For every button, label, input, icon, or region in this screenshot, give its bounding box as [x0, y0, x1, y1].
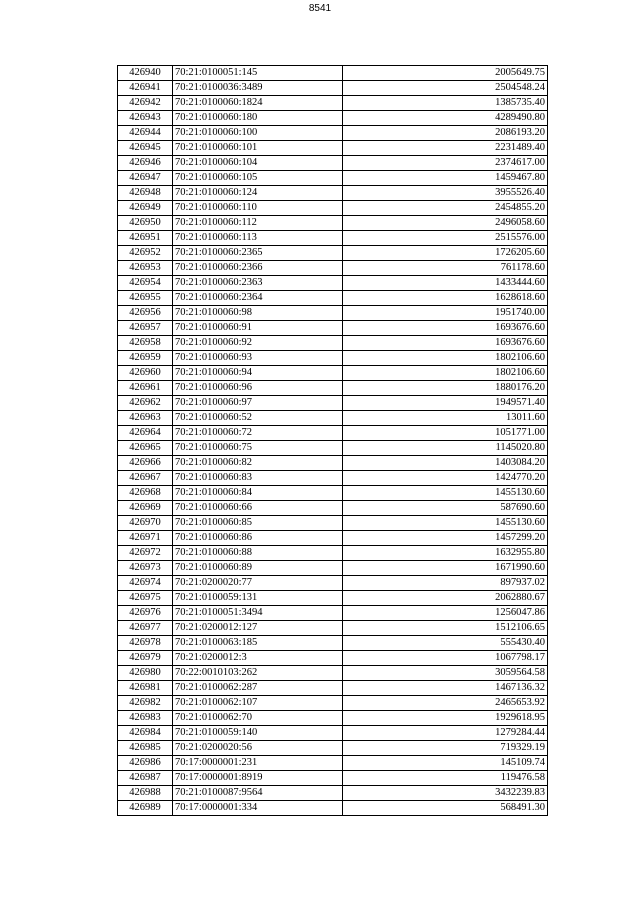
cadastral-value-cell: 3432239.83 — [343, 786, 548, 801]
cadastral-number-cell: 70:21:0100051:3494 — [173, 606, 343, 621]
cadastral-value-cell: 2465653.92 — [343, 696, 548, 711]
cadastral-value-cell: 1929618.95 — [343, 711, 548, 726]
cadastral-value-cell: 1457299.20 — [343, 531, 548, 546]
table-row — [118, 126, 548, 141]
cadastral-number-cell: 70:21:0100060:105 — [173, 171, 343, 186]
row-number-cell: 426965 — [118, 441, 173, 456]
cadastral-number-cell: 70:17:0000001:231 — [173, 756, 343, 771]
row-number-cell: 426941 — [118, 81, 173, 96]
cadastral-value-cell: 13011.60 — [343, 411, 548, 426]
cadastral-value-cell: 1949571.40 — [343, 396, 548, 411]
cadastral-value-cell: 587690.60 — [343, 501, 548, 516]
row-number-cell: 426952 — [118, 246, 173, 261]
table-row — [118, 771, 548, 786]
cadastral-number-cell: 70:21:0100060:104 — [173, 156, 343, 171]
table-row — [118, 621, 548, 636]
row-number-cell: 426954 — [118, 276, 173, 291]
cadastral-number-cell: 70:21:0100060:2366 — [173, 261, 343, 276]
row-number-cell: 426972 — [118, 546, 173, 561]
cadastral-value-cell: 1385735.40 — [343, 96, 548, 111]
cadastral-number-cell: 70:21:0100060:91 — [173, 321, 343, 336]
cadastral-number-cell: 70:21:0200020:56 — [173, 741, 343, 756]
cadastral-value-cell: 2005649.75 — [343, 66, 548, 81]
cadastral-value-cell: 719329.19 — [343, 741, 548, 756]
cadastral-value-cell: 1726205.60 — [343, 246, 548, 261]
table-row — [118, 216, 548, 231]
row-number-cell: 426950 — [118, 216, 173, 231]
table-row — [118, 741, 548, 756]
table-row — [118, 396, 548, 411]
row-number-cell: 426967 — [118, 471, 173, 486]
cadastral-value-cell: 3955526.40 — [343, 186, 548, 201]
row-number-cell: 426988 — [118, 786, 173, 801]
cadastral-number-cell: 70:21:0100060:93 — [173, 351, 343, 366]
cadastral-number-cell: 70:21:0100062:287 — [173, 681, 343, 696]
row-number-cell: 426944 — [118, 126, 173, 141]
cadastral-number-cell: 70:22:0010103:262 — [173, 666, 343, 681]
cadastral-number-cell: 70:21:0100060:97 — [173, 396, 343, 411]
table-row — [118, 366, 548, 381]
table-row — [118, 381, 548, 396]
table-row — [118, 666, 548, 681]
cadastral-value-cell: 1145020.80 — [343, 441, 548, 456]
cadastral-number-cell: 70:21:0100060:98 — [173, 306, 343, 321]
table-row — [118, 336, 548, 351]
cadastral-value-cell: 1632955.80 — [343, 546, 548, 561]
table-row — [118, 156, 548, 171]
row-number-cell: 426970 — [118, 516, 173, 531]
table-row — [118, 576, 548, 591]
cadastral-value-cell: 119476.58 — [343, 771, 548, 786]
cadastral-number-cell: 70:21:0100060:88 — [173, 546, 343, 561]
table-row — [118, 171, 548, 186]
cadastral-number-cell: 70:21:0100059:131 — [173, 591, 343, 606]
table-row — [118, 606, 548, 621]
row-number-cell: 426955 — [118, 291, 173, 306]
table-row — [118, 546, 548, 561]
table-row — [118, 711, 548, 726]
row-number-cell: 426968 — [118, 486, 173, 501]
row-number-cell: 426979 — [118, 651, 173, 666]
cadastral-value-cell: 2062880.67 — [343, 591, 548, 606]
table-row — [118, 681, 548, 696]
row-number-cell: 426986 — [118, 756, 173, 771]
cadastral-value-cell: 1403084.20 — [343, 456, 548, 471]
cadastral-value-cell: 1951740.00 — [343, 306, 548, 321]
table-row — [118, 726, 548, 741]
table-row — [118, 561, 548, 576]
cadastral-number-cell: 70:21:0100060:92 — [173, 336, 343, 351]
row-number-cell: 426975 — [118, 591, 173, 606]
cadastral-value-cell: 2086193.20 — [343, 126, 548, 141]
cadastral-number-cell: 70:21:0100060:124 — [173, 186, 343, 201]
row-number-cell: 426951 — [118, 231, 173, 246]
cadastral-value-cell: 1256047.86 — [343, 606, 548, 621]
cadastral-value-cell: 1455130.60 — [343, 486, 548, 501]
cadastral-number-cell: 70:21:0100060:2364 — [173, 291, 343, 306]
table-row — [118, 261, 548, 276]
row-number-cell: 426969 — [118, 501, 173, 516]
cadastral-number-cell: 70:17:0000001:8919 — [173, 771, 343, 786]
table-row — [118, 531, 548, 546]
table-row — [118, 486, 548, 501]
cadastral-value-cell: 2231489.40 — [343, 141, 548, 156]
cadastral-value-cell: 3059564.58 — [343, 666, 548, 681]
table-row — [118, 291, 548, 306]
row-number-cell: 426962 — [118, 396, 173, 411]
cadastral-number-cell: 70:21:0100060:84 — [173, 486, 343, 501]
cadastral-value-cell: 568491.30 — [343, 801, 548, 816]
table-row — [118, 786, 548, 801]
cadastral-value-cell: 1067798.17 — [343, 651, 548, 666]
row-number-cell: 426963 — [118, 411, 173, 426]
row-number-cell: 426971 — [118, 531, 173, 546]
cadastral-number-cell: 70:21:0100060:83 — [173, 471, 343, 486]
row-number-cell: 426966 — [118, 456, 173, 471]
table-row — [118, 201, 548, 216]
cadastral-number-cell: 70:21:0100060:75 — [173, 441, 343, 456]
cadastral-number-cell: 70:21:0100060:94 — [173, 366, 343, 381]
cadastral-value-cell: 145109.74 — [343, 756, 548, 771]
cadastral-number-cell: 70:21:0100087:9564 — [173, 786, 343, 801]
cadastral-number-cell: 70:21:0100060:101 — [173, 141, 343, 156]
cadastral-number-cell: 70:21:0100060:110 — [173, 201, 343, 216]
cadastral-value-cell: 1467136.32 — [343, 681, 548, 696]
cadastral-number-cell: 70:21:0100060:52 — [173, 411, 343, 426]
row-number-cell: 426953 — [118, 261, 173, 276]
cadastral-number-cell: 70:21:0100036:3489 — [173, 81, 343, 96]
row-number-cell: 426984 — [118, 726, 173, 741]
cadastral-number-cell: 70:21:0100060:180 — [173, 111, 343, 126]
cadastral-value-cell: 1455130.60 — [343, 516, 548, 531]
cadastral-value-cell: 2454855.20 — [343, 201, 548, 216]
table-row — [118, 426, 548, 441]
table-row — [118, 306, 548, 321]
row-number-cell: 426956 — [118, 306, 173, 321]
table-row — [118, 141, 548, 156]
row-number-cell: 426949 — [118, 201, 173, 216]
table-row — [118, 756, 548, 771]
table-row — [118, 96, 548, 111]
cadastral-value-cell: 1802106.60 — [343, 366, 548, 381]
row-number-cell: 426964 — [118, 426, 173, 441]
cadastral-number-cell: 70:21:0100060:82 — [173, 456, 343, 471]
cadastral-number-cell: 70:21:0100060:100 — [173, 126, 343, 141]
cadastral-number-cell: 70:21:0100051:145 — [173, 66, 343, 81]
cadastral-value-cell: 1424770.20 — [343, 471, 548, 486]
row-number-cell: 426940 — [118, 66, 173, 81]
row-number-cell: 426959 — [118, 351, 173, 366]
row-number-cell: 426957 — [118, 321, 173, 336]
row-number-cell: 426982 — [118, 696, 173, 711]
table-row — [118, 321, 548, 336]
row-number-cell: 426987 — [118, 771, 173, 786]
cadastral-value-cell: 2504548.24 — [343, 81, 548, 96]
table-row — [118, 651, 548, 666]
cadastral-value-cell: 1512106.65 — [343, 621, 548, 636]
cadastral-number-cell: 70:21:0200020:77 — [173, 576, 343, 591]
table-row — [118, 801, 548, 816]
cadastral-number-cell: 70:21:0100060:96 — [173, 381, 343, 396]
table-row — [118, 516, 548, 531]
cadastral-value-cell: 1880176.20 — [343, 381, 548, 396]
row-number-cell: 426948 — [118, 186, 173, 201]
row-number-cell: 426946 — [118, 156, 173, 171]
row-number-cell: 426942 — [118, 96, 173, 111]
table-row — [118, 351, 548, 366]
table-row — [118, 66, 548, 81]
row-number-cell: 426977 — [118, 621, 173, 636]
cadastral-value-cell: 1628618.60 — [343, 291, 548, 306]
row-number-cell: 426947 — [118, 171, 173, 186]
cadastral-value-cell: 1671990.60 — [343, 561, 548, 576]
row-number-cell: 426985 — [118, 741, 173, 756]
cadastral-number-cell: 70:21:0100060:112 — [173, 216, 343, 231]
cadastral-number-cell: 70:21:0100060:85 — [173, 516, 343, 531]
row-number-cell: 426976 — [118, 606, 173, 621]
table-row — [118, 591, 548, 606]
table-row — [118, 456, 548, 471]
row-number-cell: 426973 — [118, 561, 173, 576]
cadastral-value-cell: 1693676.60 — [343, 336, 548, 351]
row-number-cell: 426980 — [118, 666, 173, 681]
table-row — [118, 276, 548, 291]
table-row — [118, 471, 548, 486]
cadastral-number-cell: 70:21:0100062:107 — [173, 696, 343, 711]
cadastral-value-cell: 1051771.00 — [343, 426, 548, 441]
page-number: 8541 — [308, 3, 332, 14]
cadastral-number-cell: 70:17:0000001:334 — [173, 801, 343, 816]
table-row — [118, 411, 548, 426]
row-number-cell: 426958 — [118, 336, 173, 351]
cadastral-number-cell: 70:21:0100060:86 — [173, 531, 343, 546]
cadastral-value-cell: 1459467.80 — [343, 171, 548, 186]
cadastral-value-table — [117, 65, 548, 816]
cadastral-number-cell: 70:21:0100063:185 — [173, 636, 343, 651]
table-row — [118, 501, 548, 516]
row-number-cell: 426960 — [118, 366, 173, 381]
cadastral-value-cell: 1802106.60 — [343, 351, 548, 366]
row-number-cell: 426943 — [118, 111, 173, 126]
row-number-cell: 426945 — [118, 141, 173, 156]
cadastral-value-cell: 1279284.44 — [343, 726, 548, 741]
table-row — [118, 636, 548, 651]
cadastral-number-cell: 70:21:0100060:89 — [173, 561, 343, 576]
cadastral-number-cell: 70:21:0100062:70 — [173, 711, 343, 726]
cadastral-number-cell: 70:21:0100060:2365 — [173, 246, 343, 261]
cadastral-number-cell: 70:21:0100060:72 — [173, 426, 343, 441]
cadastral-value-cell: 4289490.80 — [343, 111, 548, 126]
table-row — [118, 111, 548, 126]
table-row — [118, 81, 548, 96]
row-number-cell: 426978 — [118, 636, 173, 651]
table-row — [118, 246, 548, 261]
cadastral-value-cell: 2496058.60 — [343, 216, 548, 231]
cadastral-value-cell: 1433444.60 — [343, 276, 548, 291]
cadastral-number-cell: 70:21:0100060:66 — [173, 501, 343, 516]
row-number-cell: 426961 — [118, 381, 173, 396]
cadastral-value-cell: 2515576.00 — [343, 231, 548, 246]
row-number-cell: 426974 — [118, 576, 173, 591]
row-number-cell: 426983 — [118, 711, 173, 726]
table-row — [118, 186, 548, 201]
cadastral-number-cell: 70:21:0100059:140 — [173, 726, 343, 741]
table-row — [118, 696, 548, 711]
cadastral-value-cell: 897937.02 — [343, 576, 548, 591]
cadastral-number-cell: 70:21:0100060:2363 — [173, 276, 343, 291]
cadastral-number-cell: 70:21:0100060:1824 — [173, 96, 343, 111]
table-row — [118, 231, 548, 246]
cadastral-value-cell: 555430.40 — [343, 636, 548, 651]
table-row — [118, 441, 548, 456]
cadastral-number-cell: 70:21:0200012:127 — [173, 621, 343, 636]
cadastral-number-cell: 70:21:0100060:113 — [173, 231, 343, 246]
cadastral-number-cell: 70:21:0200012:3 — [173, 651, 343, 666]
row-number-cell: 426989 — [118, 801, 173, 816]
cadastral-value-cell: 1693676.60 — [343, 321, 548, 336]
row-number-cell: 426981 — [118, 681, 173, 696]
cadastral-value-cell: 761178.60 — [343, 261, 548, 276]
table-body — [118, 66, 548, 816]
cadastral-value-cell: 2374617.00 — [343, 156, 548, 171]
